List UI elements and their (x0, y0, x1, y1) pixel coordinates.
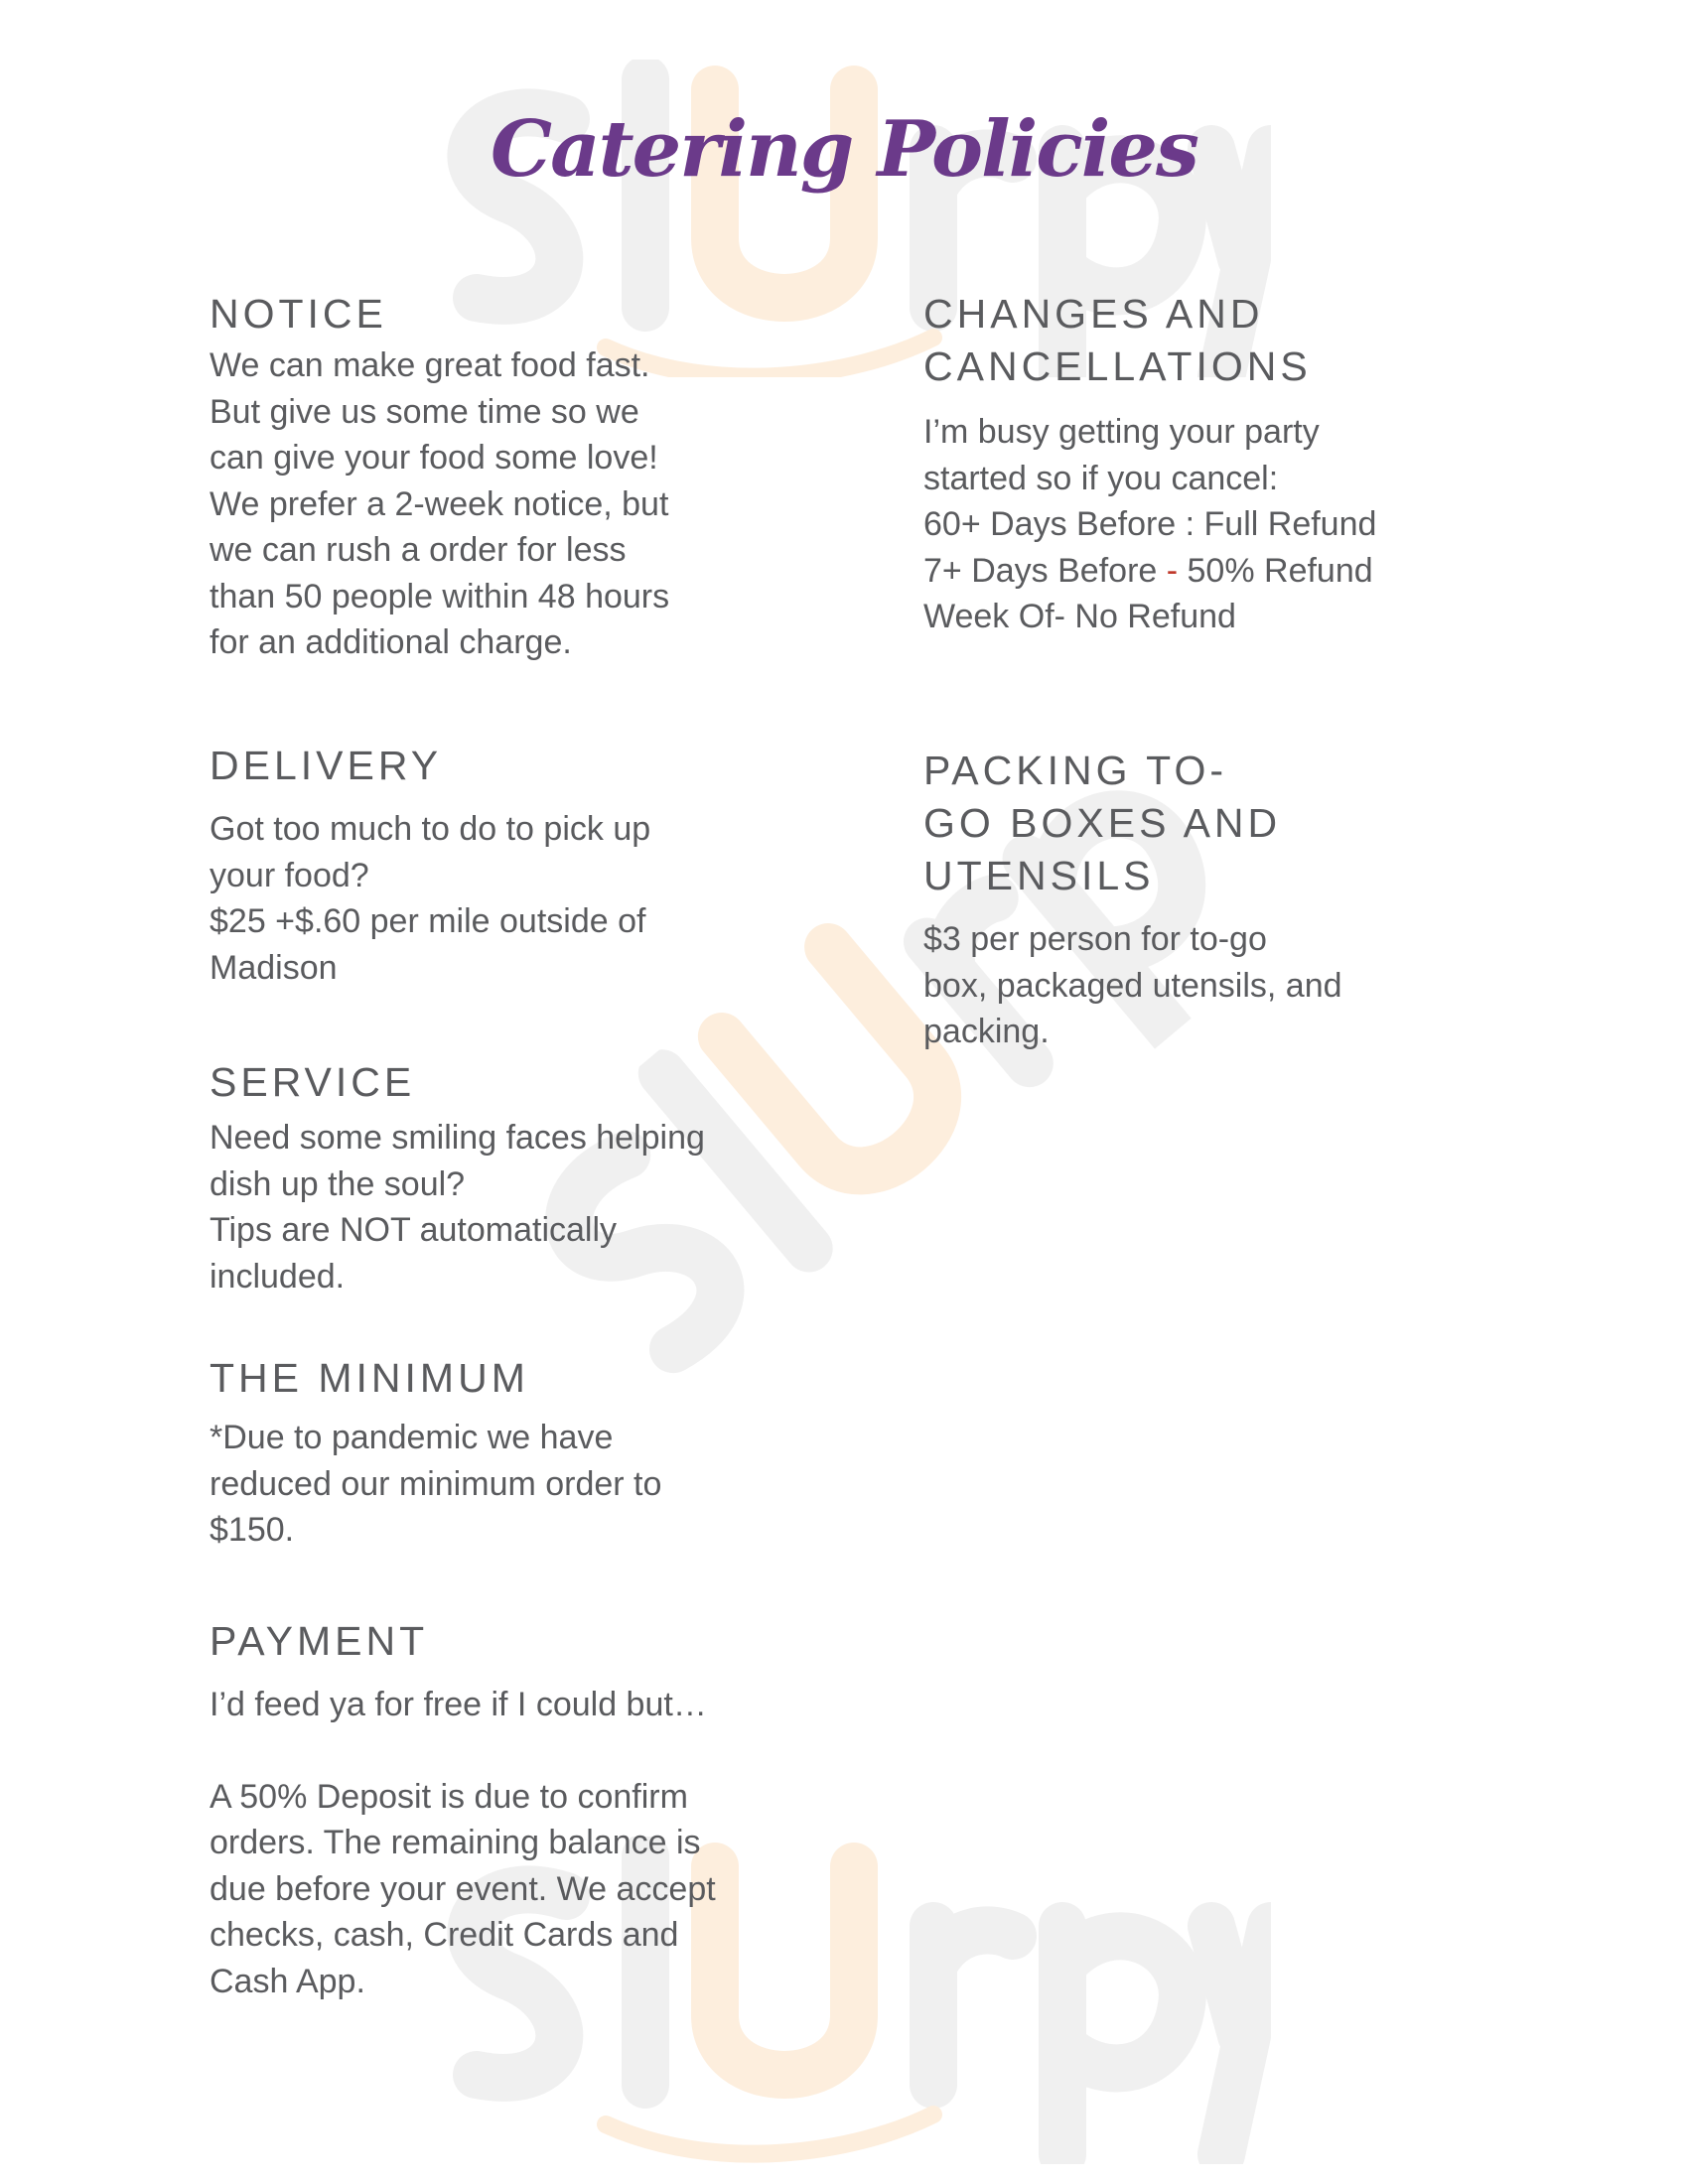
changes-heading-line2: CANCELLATIONS (923, 343, 1312, 389)
changes-intro: I’m busy getting your party started so if you cancel: (923, 413, 1320, 497)
minimum-heading: THE MINIMUM (210, 1355, 529, 1401)
changes-line1: 60+ Days Before : Full Refund (923, 505, 1377, 543)
section-minimum (210, 1352, 845, 1554)
section-delivery (210, 740, 845, 991)
payment-intro: I’d feed ya for free if I could but… (210, 1686, 707, 1723)
changes-line3: Week Of- No Refund (923, 598, 1236, 635)
packing-body: $3 per person for to-go box, packaged utensils, and packing. (923, 920, 1342, 1050)
changes-line2-dash: - (1166, 551, 1179, 590)
notice-body: We can make great food fast. But give us some time so we can give your food some love! We prefer a 2-week notice, but we can rush a order for less than 50 people within 48 hours for an additional charge. (210, 346, 670, 661)
section-packing (923, 745, 1559, 1055)
payment-body: A 50% Deposit is due to confirm orders. The remaining balance is due before your event. We accept checks, cash, Credit Cards and Cash App. (210, 1777, 716, 2000)
page-title: Catering Policies (491, 104, 1197, 195)
service-body: Need some smiling faces helping dish up the soul? Tips are NOT automatically included. (210, 1119, 705, 1296)
changes-heading-line1: CHANGES AND (923, 291, 1264, 337)
payment-heading: PAYMENT (210, 1618, 429, 1664)
packing-heading: PACKING TO- GO BOXES AND UTENSILS (923, 748, 1282, 898)
notice-heading: NOTICE (210, 291, 387, 337)
section-payment (210, 1615, 845, 2004)
changes-line2-b: 50% Refund (1178, 551, 1373, 590)
changes-line2 (923, 548, 1559, 595)
minimum-body: *Due to pandemic we have reduced our minimum order to $150. (210, 1419, 662, 1549)
delivery-heading: DELIVERY (210, 743, 443, 788)
section-changes (923, 288, 1559, 640)
delivery-body: Got too much to do to pick up your food? $25 +$.60 per mile outside of Madison (210, 810, 651, 987)
changes-line2-a: 7+ Days Before (923, 551, 1167, 590)
section-notice (210, 288, 845, 666)
service-heading: SERVICE (210, 1059, 416, 1105)
section-service (210, 1056, 845, 1299)
